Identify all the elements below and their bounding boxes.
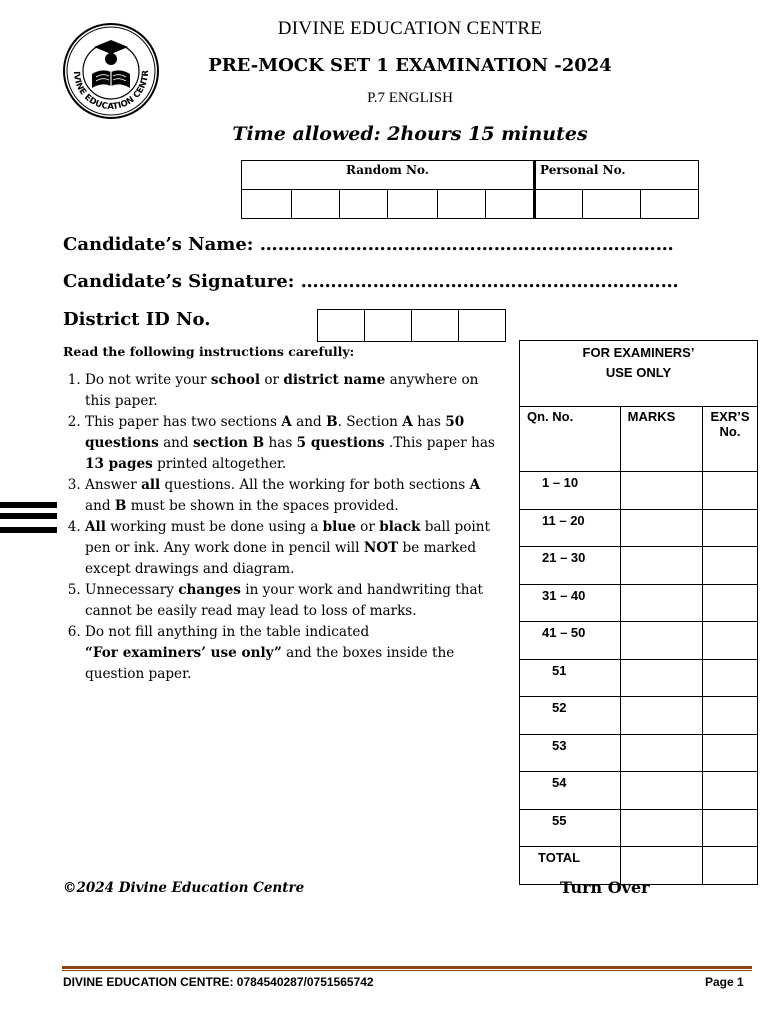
examiners-row — [520, 772, 758, 810]
row-exr-cell[interactable] — [703, 509, 758, 547]
personal-digit-box[interactable] — [535, 190, 583, 219]
examiners-row — [520, 622, 758, 660]
examiners-row — [520, 697, 758, 735]
row-exr-cell[interactable] — [703, 697, 758, 735]
row-exr-cell[interactable] — [703, 847, 758, 885]
personal-digit-box[interactable] — [583, 190, 641, 219]
examiners-row — [520, 472, 758, 510]
row-marks-cell[interactable] — [620, 697, 702, 735]
examiners-row — [520, 509, 758, 547]
examiners-row — [520, 734, 758, 772]
row-exr-cell[interactable] — [703, 622, 758, 660]
row-marks-cell[interactable] — [620, 584, 702, 622]
row-exr-cell[interactable] — [703, 472, 758, 510]
candidate-name-field[interactable]: Candidate’s Name: …………………………………………………………… — [63, 234, 674, 255]
row-exr-cell[interactable] — [703, 734, 758, 772]
examiners-row — [520, 809, 758, 847]
row-qn: 53 — [520, 734, 621, 772]
district-id-box[interactable] — [459, 310, 506, 342]
row-qn: 1 – 10 — [520, 472, 621, 510]
row-exr-cell[interactable] — [703, 547, 758, 585]
row-qn: 41 – 50 — [520, 622, 621, 660]
copyright: ©2024 Divine Education Centre — [63, 880, 305, 896]
footer-contact: DIVINE EDUCATION CENTRE: 0784540287/0751565742 — [63, 975, 374, 989]
col-header-exr: EXR’S No. — [703, 407, 758, 472]
instruction-item: 2. This paper has two sections A and B. Section A has 50 questions and section B has 5 questions .This paper has 13 pages printed altogether. — [85, 412, 508, 475]
examiners-row — [520, 547, 758, 585]
row-qn: 52 — [520, 697, 621, 735]
district-id-box[interactable] — [365, 310, 412, 342]
instruction-item: 1. Do not write your school or district name anywhere on this paper. — [85, 370, 508, 412]
instruction-item: 5. Unnecessary changes in your work and handwriting that cannot be easily read may lead to loss of marks. — [85, 580, 508, 622]
district-id-box[interactable] — [412, 310, 459, 342]
random-digit-box[interactable] — [242, 190, 292, 219]
margin-bar — [0, 502, 57, 508]
instructions-heading: Read the following instructions carefully: — [63, 344, 355, 359]
row-exr-cell[interactable] — [703, 809, 758, 847]
personal-number-label: Personal No. — [535, 161, 699, 190]
instruction-item: 4. All working must be done using a blue or black ball point pen or ink. Any work done in pencil will NOT be marked except drawings and diagram. — [85, 517, 508, 580]
random-digit-box[interactable] — [486, 190, 535, 219]
row-marks-cell[interactable] — [620, 547, 702, 585]
row-qn: 21 – 30 — [520, 547, 621, 585]
col-header-marks: MARKS — [620, 407, 702, 472]
row-qn: 51 — [520, 659, 621, 697]
district-id-boxes — [317, 309, 506, 342]
row-marks-cell[interactable] — [620, 622, 702, 660]
svg-text:DIVINE EDUCATION CENTRE: IVINE EDUCATION CENTR — [70, 69, 152, 113]
row-marks-cell[interactable] — [620, 772, 702, 810]
time-allowed: Time allowed: 2hours 15 minutes — [232, 123, 588, 145]
instruction-item: 6. Do not fill anything in the table indicated “For examiners’ use only” and the boxes inside the question paper. — [85, 622, 508, 685]
examiners-row — [520, 584, 758, 622]
number-boxes — [241, 160, 699, 219]
instruction-item: 3. Answer all questions. All the working for both sections A and B must be shown in the spaces provided. — [85, 475, 508, 517]
candidate-signature-field[interactable]: Candidate’s Signature: ……………………………………………………… — [63, 271, 679, 292]
personal-digit-box[interactable] — [641, 190, 699, 219]
instructions-list — [63, 370, 508, 685]
random-digit-box[interactable] — [292, 190, 340, 219]
exam-title: PRE-MOCK SET 1 EXAMINATION -2024 — [208, 55, 612, 76]
school-name: DIVINE EDUCATION CENTRE — [277, 18, 543, 39]
examiners-table — [519, 340, 758, 885]
margin-bar — [0, 513, 57, 519]
random-digit-box[interactable] — [438, 190, 486, 219]
row-qn: 55 — [520, 809, 621, 847]
row-marks-cell[interactable] — [620, 734, 702, 772]
row-qn: 11 – 20 — [520, 509, 621, 547]
subject-title: P.7 ENGLISH — [367, 90, 453, 106]
margin-bar — [0, 527, 57, 533]
district-id-label: District ID No. — [63, 309, 211, 330]
page-number: Page 1 — [705, 975, 744, 989]
footer-rule — [62, 966, 752, 969]
school-logo — [62, 22, 160, 120]
random-digit-box[interactable] — [340, 190, 388, 219]
row-qn: 31 – 40 — [520, 584, 621, 622]
random-number-label: Random No. — [242, 161, 535, 190]
examiners-row — [520, 659, 758, 697]
row-qn: 54 — [520, 772, 621, 810]
row-exr-cell[interactable] — [703, 772, 758, 810]
district-id-box[interactable] — [318, 310, 365, 342]
row-marks-cell[interactable] — [620, 809, 702, 847]
row-marks-cell[interactable] — [620, 472, 702, 510]
examiners-title: FOR EXAMINERS’ USE ONLY — [520, 341, 758, 407]
row-exr-cell[interactable] — [703, 584, 758, 622]
row-exr-cell[interactable] — [703, 659, 758, 697]
row-marks-cell[interactable] — [620, 659, 702, 697]
col-header-qn: Qn. No. — [520, 407, 621, 472]
random-digit-box[interactable] — [388, 190, 438, 219]
turn-over: Turn Over — [560, 878, 650, 897]
footer-rule-thin — [62, 970, 752, 971]
row-qn: TOTAL — [520, 847, 621, 885]
row-marks-cell[interactable] — [620, 509, 702, 547]
